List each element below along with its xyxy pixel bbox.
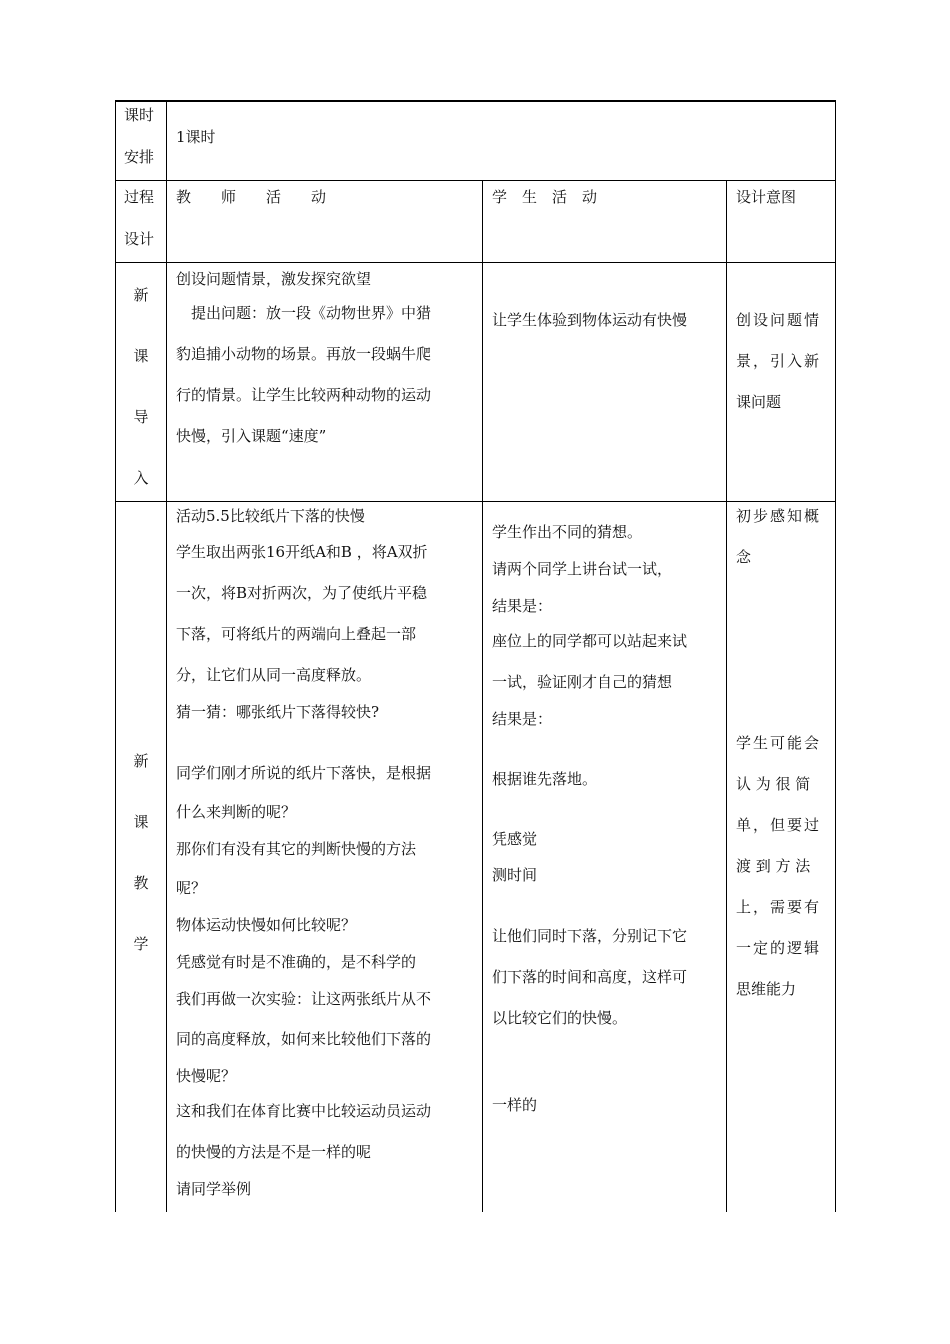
- teach-teacher-line: 什么来判断的呢？: [176, 803, 297, 821]
- table-col-divider: [166, 100, 167, 1212]
- teach-label-char: 新: [133, 752, 149, 770]
- teach-teacher-line: 这和我们在体育比赛中比较运动员运动: [176, 1102, 432, 1120]
- teach-teacher-line: 呢？: [176, 879, 207, 897]
- student-activity-heading: 学 生 活 动: [492, 188, 598, 206]
- teach-teacher-line: 物体运动快慢如何比较呢？: [176, 916, 357, 934]
- table-border-right: [835, 100, 836, 1212]
- teach-teacher-line: 的快慢的方法是不是一样的呢: [176, 1143, 372, 1161]
- table-col-divider: [726, 180, 727, 1212]
- teach-student-line: 结果是：: [492, 710, 553, 728]
- teach-teacher-line: 活动5.5比较纸片下落的快慢: [176, 507, 365, 525]
- teach-teacher-line: 分，让它们从同一高度释放。: [176, 666, 372, 684]
- teach-student-line: 学生作出不同的猜想。: [492, 523, 643, 541]
- table-border-top: [115, 100, 836, 102]
- teach-teacher-line: 同的高度释放，如何来比较他们下落的: [176, 1030, 432, 1048]
- teach-teacher-line: 学生取出两张16开纸A和B ，将A双折: [176, 543, 428, 561]
- teacher-activity-heading: 教 师 活 动: [176, 188, 327, 206]
- teach-label-char: 学: [133, 935, 149, 953]
- teach-teacher-line: 请同学举例: [176, 1180, 252, 1198]
- teach-student-line: 凭感觉: [492, 830, 538, 848]
- table-row-divider: [115, 262, 836, 263]
- teach-intent-line: 初步感知概: [736, 507, 822, 525]
- teach-intent-line: 认 为 很 简: [736, 775, 811, 793]
- teach-intent-line: 单，但要过: [736, 816, 822, 834]
- teach-intent-line: 学生可能会: [736, 734, 822, 752]
- teach-intent-line: 思维能力: [736, 980, 797, 998]
- teach-intent-line: 上，需要有: [736, 898, 822, 916]
- intro-teacher-line: 豹追捕小动物的场景。再放一段蜗牛爬: [176, 345, 432, 363]
- teach-teacher-line: 快慢呢？: [176, 1067, 237, 1085]
- teach-student-line: 一样的: [492, 1096, 538, 1114]
- process-label-line2: 设计: [124, 230, 155, 248]
- teach-student-line: 一试，验证刚才自己的猜想: [492, 673, 673, 691]
- teach-student-line: 们下落的时间和高度，这样可: [492, 968, 688, 986]
- intro-intent-line: 创设问题情: [736, 311, 822, 329]
- teach-teacher-line: 一次，将B对折两次，为了使纸片平稳: [176, 584, 428, 602]
- intro-label-char: 新: [133, 286, 149, 304]
- table-col-divider: [482, 180, 483, 1212]
- intro-teacher-line: 快慢，引入课题“速度”: [176, 427, 327, 445]
- teach-teacher-line: 那你们有没有其它的判断快慢的方法: [176, 840, 417, 858]
- schedule-label-line2: 安排: [124, 148, 155, 166]
- teach-teacher-line: 我们再做一次实验：让这两张纸片从不: [176, 990, 432, 1008]
- intro-label-char: 入: [133, 469, 149, 487]
- intro-student-line: 让学生体验到物体运动有快慢: [492, 311, 688, 329]
- teach-student-line: 座位上的同学都可以站起来试: [492, 632, 688, 650]
- intro-teacher-line: 行的情景。让学生比较两种动物的运动: [176, 386, 432, 404]
- teach-intent-line: 一定的逻辑: [736, 939, 822, 957]
- teach-intent-line: 念: [736, 548, 752, 566]
- teach-label-char: 教: [133, 874, 149, 892]
- table-border-left: [115, 100, 116, 1212]
- teach-label-char: 课: [133, 813, 149, 831]
- intro-teacher-line: 提出问题：放一段《动物世界》中猎: [176, 304, 432, 322]
- teach-teacher-line: 同学们刚才所说的纸片下落快，是根据: [176, 764, 432, 782]
- teach-teacher-line: 凭感觉有时是不准确的，是不科学的: [176, 953, 417, 971]
- teach-teacher-line: 下落，可将纸片的两端向上叠起一部: [176, 625, 417, 643]
- teach-intent-line: 渡 到 方 法: [736, 857, 811, 875]
- schedule-label-line1: 课时: [124, 106, 155, 124]
- table-row-divider: [115, 180, 836, 181]
- teach-student-line: 根据谁先落地。: [492, 770, 598, 788]
- teach-student-line: 以比较它们的快慢。: [492, 1009, 628, 1027]
- table-row-divider: [115, 501, 836, 502]
- schedule-value: 1课时: [176, 128, 216, 146]
- teach-student-line: 测时间: [492, 866, 538, 884]
- design-intent-heading: 设计意图: [736, 188, 797, 206]
- intro-label-char: 课: [133, 347, 149, 365]
- teach-student-line: 让他们同时下落，分别记下它: [492, 927, 688, 945]
- intro-intent-line: 课问题: [736, 393, 782, 411]
- process-label-line1: 过程: [124, 188, 155, 206]
- teach-teacher-line: 猜一猜：哪张纸片下落得较快?: [176, 703, 380, 721]
- teach-student-line: 请两个同学上讲台试一试，: [492, 560, 673, 578]
- intro-teacher-line: 创设问题情景，激发探究欲望: [176, 270, 372, 288]
- teach-student-line: 结果是：: [492, 597, 553, 615]
- intro-label-char: 导: [133, 408, 149, 426]
- intro-intent-line: 景，引入新: [736, 352, 822, 370]
